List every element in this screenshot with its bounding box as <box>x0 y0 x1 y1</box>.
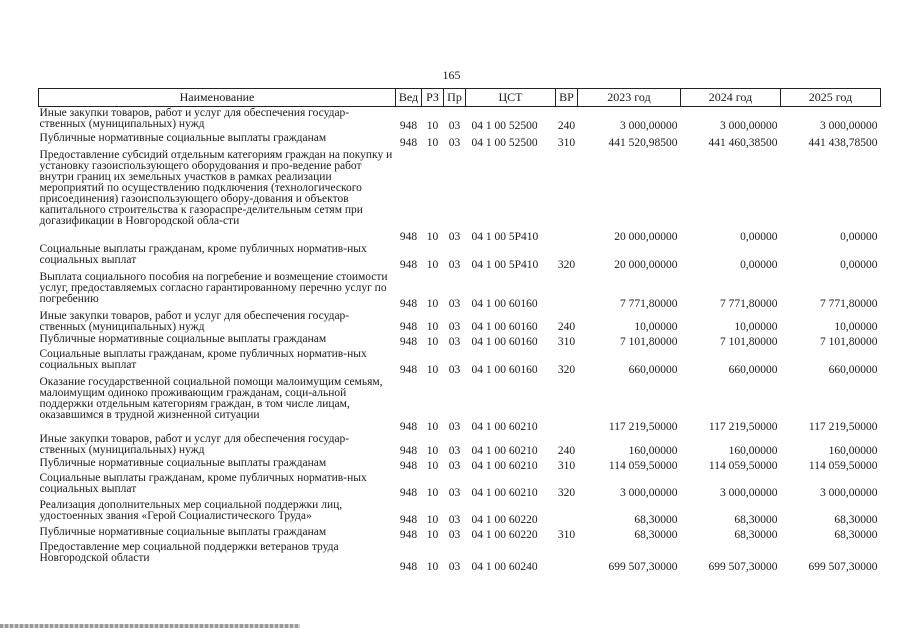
row-pr: 03 <box>448 486 461 499</box>
row-vr <box>556 271 578 310</box>
table-row <box>39 107 881 132</box>
row-value-2025: 10,00000 <box>834 320 878 333</box>
row-value-2023: 114 059,50000 <box>608 459 678 472</box>
row-pr: 03 <box>448 119 461 132</box>
row-value-2023: 699 507,30000 <box>608 560 678 573</box>
row-ved: 948 <box>399 230 418 243</box>
row-pr: 03 <box>448 420 461 433</box>
row-pr: 03 <box>448 560 461 573</box>
row-value-2025: 117 219,50000 <box>808 420 878 433</box>
row-ved: 948 <box>399 513 418 526</box>
row-vr <box>556 499 578 526</box>
row-value-2024: 7 771,80000 <box>720 297 778 310</box>
row-value-2023: 660,00000 <box>628 363 678 376</box>
row-ved: 948 <box>399 486 418 499</box>
row-ved: 948 <box>399 297 418 310</box>
row-vr: 310 <box>557 528 576 541</box>
row-name: Публичные нормативные социальные выплаты гражданам <box>39 525 327 538</box>
row-ved: 948 <box>399 136 418 149</box>
row-pr: 03 <box>448 320 461 333</box>
row-value-2024: 699 507,30000 <box>708 560 778 573</box>
row-value-2024: 0,00000 <box>740 230 778 243</box>
row-name: Публичные нормативные социальные выплаты гражданам <box>39 131 327 144</box>
header-2023: 2023 год <box>578 89 681 107</box>
row-value-2025: 160,00000 <box>828 444 878 457</box>
row-vr: 320 <box>557 363 576 376</box>
row-cst: 04 1 00 52500 <box>471 136 538 149</box>
row-ved: 948 <box>399 258 418 271</box>
row-vr: 310 <box>557 459 576 472</box>
table-body <box>39 107 881 573</box>
row-cst: 04 1 00 60210 <box>471 459 538 472</box>
row-cst: 04 1 00 60210 <box>471 444 538 457</box>
table-row <box>39 333 881 348</box>
table-row <box>39 526 881 541</box>
row-cst: 04 1 00 60210 <box>471 486 538 499</box>
row-rz: 10 <box>426 513 439 526</box>
table-row <box>39 271 881 310</box>
row-pr: 03 <box>448 136 461 149</box>
table-row <box>39 132 881 149</box>
row-value-2024: 3 000,00000 <box>720 119 778 132</box>
row-name: Социальные выплаты гражданам, кроме публичных норматив-ных социальных выплат <box>39 347 367 371</box>
row-value-2025: 114 059,50000 <box>808 459 878 472</box>
row-value-2024: 68,30000 <box>734 528 778 541</box>
row-rz: 10 <box>426 486 439 499</box>
row-cst: 04 1 00 60210 <box>471 420 538 433</box>
table-row <box>39 457 881 472</box>
header-rz: РЗ <box>422 89 444 107</box>
row-rz: 10 <box>426 335 439 348</box>
row-value-2024: 68,30000 <box>734 513 778 526</box>
row-rz: 10 <box>426 444 439 457</box>
row-name: Публичные нормативные социальные выплаты гражданам <box>39 456 327 469</box>
row-rz: 10 <box>426 258 439 271</box>
table-row <box>39 310 881 333</box>
row-rz: 10 <box>426 528 439 541</box>
row-cst: 04 1 00 52500 <box>471 119 538 132</box>
header-name: Наименование <box>39 89 396 107</box>
row-rz: 10 <box>426 297 439 310</box>
row-name: Иные закупки товаров, работ и услуг для обеспечения государ-ственных (муниципальных) нужд <box>39 309 350 333</box>
row-name: Публичные нормативные социальные выплаты гражданам <box>39 332 327 345</box>
header-vr: ВР <box>556 89 578 107</box>
row-value-2023: 68,30000 <box>634 528 678 541</box>
header-2024: 2024 год <box>681 89 781 107</box>
row-ved: 948 <box>399 363 418 376</box>
row-value-2023: 117 219,50000 <box>608 420 678 433</box>
row-value-2024: 3 000,00000 <box>720 486 778 499</box>
row-pr: 03 <box>448 335 461 348</box>
budget-table <box>38 88 881 573</box>
table-row <box>39 472 881 499</box>
row-value-2023: 3 000,00000 <box>620 486 678 499</box>
table-row <box>39 541 881 573</box>
row-rz: 10 <box>426 459 439 472</box>
row-cst: 04 1 00 60160 <box>471 297 538 310</box>
table-row <box>39 149 881 243</box>
row-value-2025: 7 771,80000 <box>820 297 878 310</box>
row-pr: 03 <box>448 363 461 376</box>
row-name: Социальные выплаты гражданам, кроме публичных норматив-ных социальных выплат <box>39 242 367 266</box>
row-name: Социальные выплаты гражданам, кроме публичных норматив-ных социальных выплат <box>39 471 367 495</box>
row-ved: 948 <box>399 320 418 333</box>
row-name: Реализация дополнительных мер социальной поддержки лиц, удостоенных звания «Герой Социалистического Труда» <box>39 498 343 522</box>
row-value-2023: 7 771,80000 <box>620 297 678 310</box>
row-rz: 10 <box>426 320 439 333</box>
row-value-2024: 441 460,38500 <box>708 136 778 149</box>
header-2025: 2025 год <box>781 89 881 107</box>
page-number: 165 <box>442 68 461 82</box>
row-name: Иные закупки товаров, работ и услуг для обеспечения государ-ственных (муниципальных) нужд <box>39 107 350 130</box>
row-value-2024: 117 219,50000 <box>708 420 778 433</box>
row-name: Иные закупки товаров, работ и услуг для обеспечения государ-ственных (муниципальных) нужд <box>39 432 350 456</box>
row-name: Оказание государственной социальной помощи малоимущим семьям, малоимущим одиноко проживающим гражданам, соци-альной поддержки отдельным категориям граждан, в том числе лицам, оказавшимся в трудной жизненной ситуации <box>39 375 383 421</box>
row-rz: 10 <box>426 560 439 573</box>
table-row <box>39 243 881 271</box>
row-rz: 10 <box>426 230 439 243</box>
row-value-2024: 10,00000 <box>734 320 778 333</box>
row-value-2025: 0,00000 <box>840 230 878 243</box>
row-vr: 240 <box>557 444 576 457</box>
row-value-2025: 3 000,00000 <box>820 119 878 132</box>
row-vr: 320 <box>557 486 576 499</box>
row-value-2023: 160,00000 <box>628 444 678 457</box>
row-cst: 04 1 00 60160 <box>471 363 538 376</box>
row-vr <box>556 376 578 433</box>
row-ved: 948 <box>399 444 418 457</box>
row-value-2025: 7 101,80000 <box>820 335 878 348</box>
row-pr: 03 <box>448 258 461 271</box>
row-cst: 04 1 00 60220 <box>471 513 538 526</box>
row-ved: 948 <box>399 335 418 348</box>
row-value-2025: 441 438,78500 <box>808 136 878 149</box>
row-vr: 310 <box>557 136 576 149</box>
row-value-2023: 10,00000 <box>634 320 678 333</box>
row-vr: 310 <box>557 335 576 348</box>
header-cst: ЦСТ <box>466 89 556 107</box>
scan-edge-strip <box>0 624 300 628</box>
table-row <box>39 433 881 457</box>
header-ved: Вед <box>396 89 422 107</box>
row-vr: 240 <box>557 119 576 132</box>
row-value-2024: 160,00000 <box>728 444 778 457</box>
row-value-2023: 20 000,00000 <box>614 230 678 243</box>
row-value-2023: 68,30000 <box>634 513 678 526</box>
row-value-2025: 68,30000 <box>834 528 878 541</box>
row-ved: 948 <box>399 528 418 541</box>
row-value-2025: 3 000,00000 <box>820 486 878 499</box>
row-pr: 03 <box>448 513 461 526</box>
row-pr: 03 <box>448 459 461 472</box>
row-pr: 03 <box>448 297 461 310</box>
row-cst: 04 1 00 5Р410 <box>471 258 539 271</box>
row-cst: 04 1 00 60220 <box>471 528 538 541</box>
row-cst: 04 1 00 60240 <box>471 560 538 573</box>
row-value-2023: 3 000,00000 <box>620 119 678 132</box>
row-rz: 10 <box>426 420 439 433</box>
row-value-2024: 0,00000 <box>740 258 778 271</box>
row-rz: 10 <box>426 136 439 149</box>
row-value-2025: 699 507,30000 <box>808 560 878 573</box>
row-ved: 948 <box>399 459 418 472</box>
row-name: Предоставление мер социальной поддержки ветеранов труда Новгородской области <box>39 540 339 564</box>
row-name: Выплата социального пособия на погребение и возмещение стоимости услуг, предоставляемых согласно гарантированному перечню услуг по погребению <box>39 270 388 305</box>
table-header <box>39 89 881 107</box>
row-cst: 04 1 00 60160 <box>471 320 538 333</box>
header-pr: Пр <box>444 89 466 107</box>
budget-table-container <box>38 88 880 573</box>
table-row <box>39 499 881 526</box>
row-value-2024: 114 059,50000 <box>708 459 778 472</box>
row-pr: 03 <box>448 528 461 541</box>
row-pr: 03 <box>448 444 461 457</box>
row-name: Предоставление субсидий отдельным категориям граждан на покупку и установку газоиспользующего оборудования и про-ведение работ внутри границ их земельных участков в рамках реализации мероприятий по осуществлению подключения (технологического присоединения) газоиспользующего обору-дования и объектов капитального строительства к газораспре-делительным сетям при догазификации в Новгородской обла-сти <box>39 148 393 227</box>
row-value-2023: 441 520,98500 <box>608 136 678 149</box>
table-row <box>39 348 881 376</box>
row-vr <box>556 541 578 573</box>
row-value-2025: 68,30000 <box>834 513 878 526</box>
row-rz: 10 <box>426 119 439 132</box>
row-cst: 04 1 00 5Р410 <box>471 230 539 243</box>
row-value-2024: 660,00000 <box>728 363 778 376</box>
table-row <box>39 376 881 433</box>
row-ved: 948 <box>399 560 418 573</box>
row-value-2025: 660,00000 <box>828 363 878 376</box>
row-vr: 320 <box>557 258 576 271</box>
row-rz: 10 <box>426 363 439 376</box>
row-pr: 03 <box>448 230 461 243</box>
row-vr <box>556 149 578 243</box>
row-cst: 04 1 00 60160 <box>471 335 538 348</box>
row-vr: 240 <box>557 320 576 333</box>
row-value-2023: 7 101,80000 <box>620 335 678 348</box>
row-ved: 948 <box>399 420 418 433</box>
row-value-2023: 20 000,00000 <box>614 258 678 271</box>
row-value-2025: 0,00000 <box>840 258 878 271</box>
row-ved: 948 <box>399 119 418 132</box>
row-value-2024: 7 101,80000 <box>720 335 778 348</box>
